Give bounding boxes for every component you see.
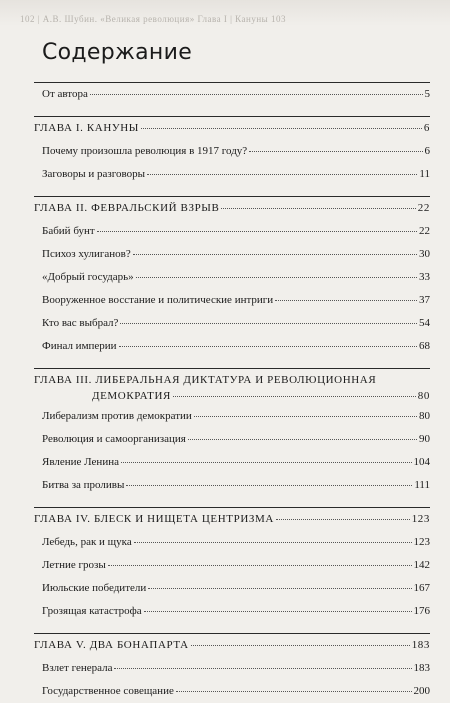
- dot-leader: [136, 277, 417, 278]
- toc-page-number: 33: [419, 271, 430, 283]
- toc-page-number: 183: [411, 639, 430, 651]
- toc-chapter[interactable]: [34, 508, 430, 531]
- dot-leader: [221, 208, 415, 209]
- toc-entry[interactable]: [34, 405, 430, 428]
- dot-leader: [275, 300, 417, 301]
- dot-leader: [144, 611, 412, 612]
- toc-entry-title: Заговоры и разговоры: [42, 168, 146, 180]
- dot-leader: [194, 416, 417, 417]
- bleed-text: 102 | А.В. Шубин. «Великая революция» Глава I | Кануны 103: [20, 14, 286, 24]
- toc-entry-title: Лебедь, рак и щука: [42, 536, 132, 548]
- toc-entry[interactable]: [34, 335, 430, 358]
- dot-leader: [147, 174, 417, 175]
- toc-entry[interactable]: [34, 657, 430, 680]
- page-title: Содержание: [42, 40, 193, 65]
- toc-page-number: 90: [419, 433, 430, 445]
- toc-entry[interactable]: [34, 577, 430, 600]
- toc-entry-title: «Добрый государь»: [42, 271, 134, 283]
- toc-page-number: 111: [414, 479, 430, 491]
- toc-entry[interactable]: [34, 428, 430, 451]
- toc-entry-title-continued: ДЕМОКРАТИЯ: [92, 390, 171, 402]
- toc-page-number: 142: [413, 559, 430, 571]
- toc-chapter[interactable]: [34, 117, 430, 140]
- toc-entry-title: ГЛАВА IV. БЛЕСК И НИЩЕТА ЦЕНТРИЗМА: [34, 513, 274, 525]
- toc-entry-title: Летние грозы: [42, 559, 106, 571]
- toc-entry-title: Психоз хулиганов?: [42, 248, 131, 260]
- toc-entry-title: Июльские победители: [42, 582, 147, 594]
- toc-chapter[interactable]: [34, 197, 430, 220]
- toc-page-number: 22: [419, 225, 430, 237]
- toc-entry-title: Вооруженное восстание и политические интриги: [42, 294, 274, 306]
- toc-list: [34, 83, 430, 703]
- dot-leader: [176, 691, 412, 692]
- dot-leader: [134, 542, 412, 543]
- toc-page-number: 200: [413, 685, 430, 697]
- toc-entry-title: ГЛАВА I. КАНУНЫ: [34, 122, 139, 134]
- toc-entry[interactable]: [34, 312, 430, 335]
- dot-leader: [191, 645, 410, 646]
- toc-entry-title: Либерализм против демократии: [42, 410, 192, 422]
- toc-page-number: 6: [423, 122, 430, 134]
- toc-entry-title: ГЛАВА II. ФЕВРАЛЬСКИЙ ВЗРЫВ: [34, 202, 220, 214]
- dot-leader: [114, 668, 411, 669]
- toc-entry-title: ГЛАВА V. ДВА БОНАПАРТА: [34, 639, 189, 651]
- dot-leader: [188, 439, 417, 440]
- dot-leader: [120, 323, 417, 324]
- dot-leader: [90, 94, 423, 95]
- toc-entry[interactable]: [34, 266, 430, 289]
- toc-page-number: 80: [417, 390, 430, 402]
- toc-page-number: 37: [419, 294, 430, 306]
- toc-page-number: 104: [413, 456, 430, 468]
- toc-page-number: 167: [413, 582, 430, 594]
- toc-entry[interactable]: [34, 680, 430, 703]
- toc-entry[interactable]: [34, 531, 430, 554]
- dot-leader: [276, 519, 410, 520]
- toc-entry[interactable]: [34, 600, 430, 623]
- toc-entry[interactable]: [34, 220, 430, 243]
- toc-page-number: 22: [417, 202, 430, 214]
- toc-entry[interactable]: [34, 289, 430, 312]
- toc-entry-title: От автора: [42, 88, 88, 100]
- toc-entry-title: Финал империи: [42, 340, 117, 352]
- toc-page-number: 123: [413, 536, 430, 548]
- dot-leader: [148, 588, 411, 589]
- dot-leader: [119, 346, 417, 347]
- toc-page-number: 11: [419, 168, 430, 180]
- toc-page-number: 183: [413, 662, 430, 674]
- toc-entry-title: Явление Ленина: [42, 456, 119, 468]
- toc-entry[interactable]: [34, 554, 430, 577]
- toc-entry-title: Почему произошла революция в 1917 году?: [42, 145, 248, 157]
- toc-page-number: 6: [424, 145, 430, 157]
- dot-leader: [126, 485, 412, 486]
- toc-chapter[interactable]: [34, 369, 430, 405]
- toc-entry[interactable]: [34, 243, 430, 266]
- toc-page: [34, 40, 430, 703]
- toc-page-number: 5: [424, 88, 430, 100]
- toc-page-number: 54: [419, 317, 430, 329]
- toc-entry-title: Грозящая катастрофа: [42, 605, 142, 617]
- toc-page-number: 176: [413, 605, 430, 617]
- dot-leader: [121, 462, 412, 463]
- toc-entry-title: Государственное совещание: [42, 685, 174, 697]
- toc-entry-title: Битва за проливы: [42, 479, 125, 491]
- toc-entry-title: Взлет генерала: [42, 662, 113, 674]
- dot-leader: [97, 231, 417, 232]
- toc-entry[interactable]: [34, 451, 430, 474]
- toc-page-number: 30: [419, 248, 430, 260]
- toc-entry-title: Бабий бунт: [42, 225, 95, 237]
- toc-entry[interactable]: [34, 474, 430, 497]
- toc-entry-title: ГЛАВА III. ЛИБЕРАЛЬНАЯ ДИКТАТУРА И РЕВОЛЮЦИОННАЯ: [34, 374, 377, 386]
- dot-leader: [249, 151, 422, 152]
- toc-entry[interactable]: [34, 83, 430, 106]
- dot-leader: [141, 128, 422, 129]
- previous-page-bleed: [0, 0, 450, 26]
- dot-leader: [173, 396, 416, 397]
- toc-chapter[interactable]: [34, 634, 430, 657]
- dot-leader: [133, 254, 417, 255]
- toc-entry[interactable]: [34, 140, 430, 163]
- toc-page-number: 68: [419, 340, 430, 352]
- toc-entry[interactable]: [34, 163, 430, 186]
- toc-page-number: 123: [411, 513, 430, 525]
- toc-entry-title: Кто вас выбрал?: [42, 317, 119, 329]
- toc-page-number: 80: [419, 410, 430, 422]
- dot-leader: [108, 565, 412, 566]
- toc-entry-title: Революция и самоорганизация: [42, 433, 186, 445]
